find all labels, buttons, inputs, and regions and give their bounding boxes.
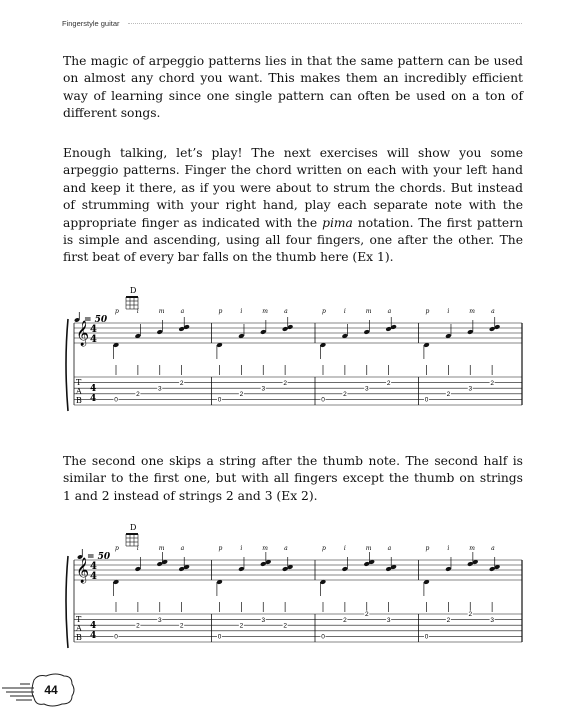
tab-fret-number: 2 — [179, 622, 184, 630]
fingering-letter: a — [491, 308, 495, 315]
tab-fret-number: 2 — [386, 379, 391, 387]
time-signature-bottom: 4 — [90, 334, 97, 345]
tab-fret-number: 2 — [179, 379, 184, 387]
tab-fret-number: 0 — [217, 396, 222, 404]
tab-fret-number: 0 — [114, 396, 118, 404]
fingering-letter: m — [262, 545, 268, 552]
fingering-letter: p — [425, 308, 430, 315]
fingering-letter: m — [158, 545, 165, 552]
fingering-letter: i — [136, 308, 139, 315]
fingering-letter: a — [180, 545, 185, 552]
system-brace — [66, 556, 68, 648]
paragraph-2 — [63, 145, 523, 267]
fingering-letter: a — [284, 308, 288, 315]
tab-time-bottom: 4 — [90, 631, 97, 641]
tempo-text: = 50 — [84, 315, 108, 325]
paragraph-line: first beat of every bar falls on the thumb here (Ex 1). — [63, 250, 394, 265]
tab-fret-number: 0 — [114, 633, 118, 641]
fingering-letter: a — [180, 308, 185, 315]
tab-fret-number: 0 — [321, 396, 325, 404]
fingering-letter: a — [387, 308, 392, 315]
fingering-letter: i — [343, 545, 346, 552]
paragraph-line: The second one skips a string after the thumb note. The second half is — [63, 454, 523, 468]
chord-diagram — [126, 523, 138, 546]
time-signature-bottom: 4 — [90, 571, 97, 582]
chord-name: D — [130, 286, 137, 295]
page-number-badge — [0, 668, 80, 712]
fingering-letter: p — [115, 545, 119, 552]
tab-fret-number: 3 — [157, 385, 162, 393]
pima-italic: pima — [322, 215, 353, 230]
paragraph-3 — [63, 453, 523, 505]
fingering-letter: a — [284, 545, 288, 552]
fingering-letter: i — [343, 308, 346, 315]
paragraph-line-with-italic — [63, 215, 523, 232]
fingering-letter: m — [262, 308, 268, 315]
tab-label-b: B — [76, 396, 82, 405]
fingering-letter: p — [115, 308, 119, 315]
tab-label-t: T — [76, 378, 82, 387]
fingering-letter: p — [425, 545, 430, 552]
fingering-letter: m — [469, 545, 475, 552]
paragraph-line: of strumming with your right hand, play each separate note with the — [63, 198, 523, 213]
tab-label-a: A — [76, 387, 82, 396]
tab-label-t: T — [76, 615, 82, 624]
paragraph-line: way of learning since one single pattern can often be used on a ton of — [63, 88, 523, 103]
fingering-letter: i — [447, 545, 450, 552]
tab-fret-number: 0 — [217, 633, 222, 641]
tab-fret-number: 2 — [239, 622, 244, 630]
tab-fret-number: 2 — [343, 391, 347, 398]
treble-clef-icon: 𝄞 — [76, 558, 90, 583]
tab-fret-number: 2 — [490, 379, 494, 387]
treble-clef-icon: 𝄞 — [76, 321, 90, 346]
paragraph-1 — [63, 53, 523, 123]
system-brace — [66, 319, 68, 411]
tab-fret-number: 0 — [321, 633, 325, 641]
paragraph-line: The magic of arpeggio patterns lies in that the same pattern can be used — [63, 54, 523, 68]
fingering-letter: i — [447, 308, 450, 315]
tab-label-b: B — [76, 633, 82, 642]
fingering-letter: m — [469, 308, 475, 315]
paragraph-line: Enough talking, let’s play! The next exercises will show you some — [63, 146, 523, 160]
notation-svg — [60, 283, 528, 431]
running-header — [62, 17, 522, 29]
fingering-letter: i — [136, 545, 139, 552]
tab-fret-number: 3 — [261, 616, 266, 624]
exercise-1-score — [60, 283, 528, 431]
paragraph-line: similar to the first one, but with all fingers except the thumb on strings — [63, 471, 523, 486]
tab-fret-number: 0 — [424, 633, 429, 641]
fingering-letter: p — [218, 308, 223, 315]
fingering-letter: m — [365, 545, 372, 552]
paragraph-line: on almost any chord you want. This makes them an incredibly efficient — [63, 71, 523, 86]
tab-time-top: 4 — [90, 384, 97, 394]
tab-fret-number: 2 — [239, 391, 244, 398]
fingering-letter: m — [158, 308, 165, 315]
tab-fret-number: 2 — [136, 391, 140, 398]
tab-fret-number: 2 — [468, 611, 473, 619]
fingering-letter: a — [491, 545, 495, 552]
paragraph-text: appropriate finger as indicated with the — [63, 215, 323, 230]
page-number: 44 — [44, 683, 58, 697]
paragraph-line: different songs. — [63, 106, 161, 121]
paragraph-line: is simple and ascending, using all four fingers, one after the other. The — [63, 233, 523, 248]
fingering-letter: a — [387, 545, 392, 552]
tab-fret-number: 2 — [446, 391, 451, 398]
tab-fret-number: 3 — [386, 616, 391, 624]
tab-fret-number: 2 — [283, 622, 287, 630]
header-rule — [128, 23, 522, 24]
paragraph-text: notation. The first pattern — [352, 215, 524, 230]
tab-time-bottom: 4 — [90, 394, 97, 404]
tab-fret-number: 3 — [490, 616, 494, 624]
time-signature-top: 4 — [90, 324, 97, 335]
tab-fret-number: 2 — [136, 622, 140, 630]
time-signature-top: 4 — [90, 561, 97, 572]
tab-time-top: 4 — [90, 621, 97, 631]
tempo-text: = 50 — [87, 552, 111, 562]
chord-name: D — [130, 523, 137, 532]
fingering-letter: m — [365, 308, 372, 315]
tab-fret-number: 2 — [446, 616, 451, 624]
fingering-letter: i — [240, 545, 243, 552]
tab-fret-number: 3 — [468, 385, 473, 393]
fingering-letter: p — [218, 545, 223, 552]
tab-fret-number: 2 — [364, 611, 369, 619]
tab-fret-number: 0 — [424, 396, 429, 404]
tab-fret-number: 2 — [343, 616, 347, 624]
running-header-title: Fingerstyle guitar — [62, 18, 120, 28]
paragraph-line: 1 and 2 instead of strings 2 and 3 (Ex 2). — [63, 488, 318, 503]
fingering-letter: p — [322, 545, 326, 552]
tab-fret-number: 3 — [261, 385, 266, 393]
exercise-2-score — [60, 520, 528, 668]
tab-label-a: A — [76, 624, 82, 633]
tab-fret-number: 2 — [283, 379, 287, 387]
notation-svg — [60, 520, 528, 668]
fingering-letter: i — [240, 308, 243, 315]
paragraph-line: arpeggio patterns. Finger the chord written on each with your left hand — [63, 163, 523, 178]
paragraph-line: and keep it there, as if you were about to strum the chords. But instead — [63, 180, 523, 195]
tab-fret-number: 3 — [364, 385, 369, 393]
fingering-letter: p — [322, 308, 326, 315]
tab-fret-number: 3 — [157, 616, 162, 624]
chord-diagram — [126, 286, 138, 309]
